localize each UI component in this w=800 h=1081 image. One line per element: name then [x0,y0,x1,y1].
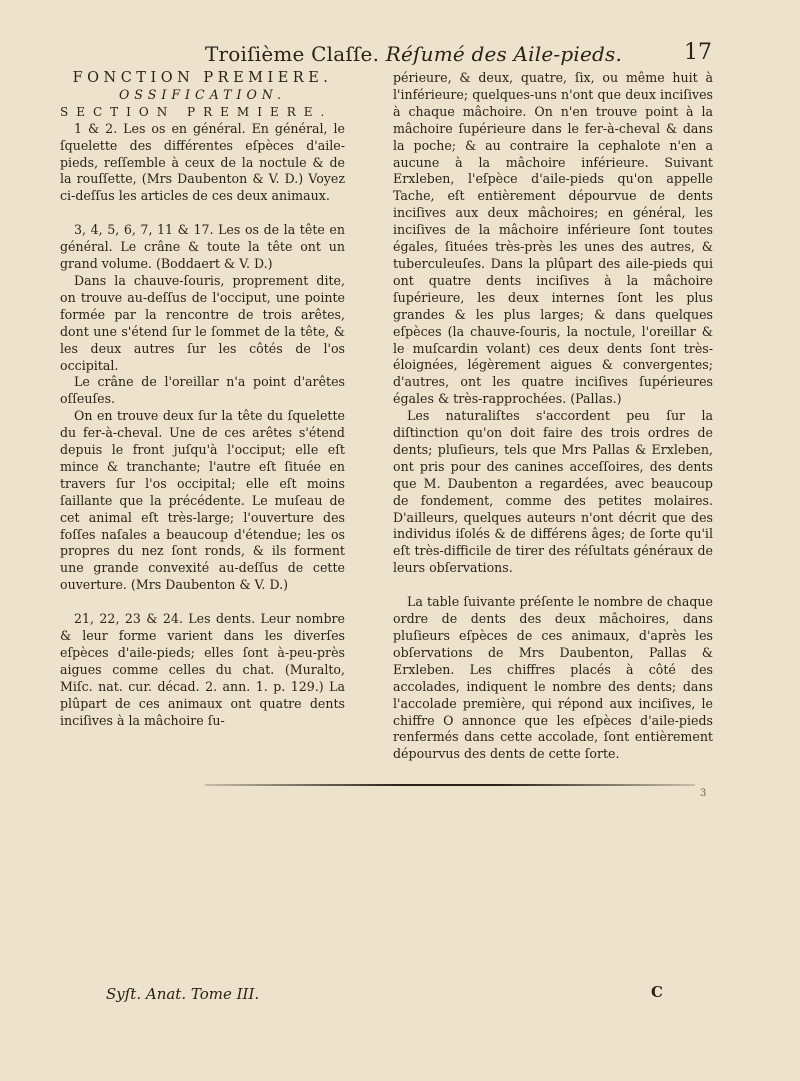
running-head [205,42,622,66]
horizontal-rule [205,784,695,786]
page-header [0,38,800,68]
paragraph-bat-crest: Dans la chauve-ſouris, proprement dite, on trouve au-deſſus de l'occiput, une pointe formée par la rencontre de trois arêtes, dont une s'étend ſur le ſommet de la tête, & les deux autres ſur les côtés de l'os occipital. [60,272,345,373]
signature-line: Syſt. Anat. Tome III. [106,985,260,1003]
left-column [60,70,345,730]
paragraph-head-bones: 3, 4, 5, 6, 7, 11 & 17. Les os de la tête en général. Le crâne & toute la tête ont un grand volume. (Boddaert & V. D.) [60,222,345,272]
ossification-heading: OSSIFICATION. [118,86,286,102]
signature-mark: C [651,983,663,1001]
page-footer [0,985,800,1005]
paragraph-table-intro: La table ſuivante préſente le nombre de chaque ordre de dents des deux mâchoires, dans pluſieurs eſpèces de ces animaux, d'après les obſervations de Mrs Daubenton, Pallas & Erxleben. Les chiffres placés à côté des accolades, indiquent le nombre des dents; dans l'accolade première, qui répond aux inciſives, le chiffre O annonce que les eſpèces d'aile-pieds renfermés dans cette accolade, ſont entièrement dépourvus des dents de cette ſorte. [393,594,713,762]
paragraph-bones-general: 1 & 2. Les os en général. En général, le ſquelette des différentes eſpèces d'aile-pieds, reſſemble à ceux de la noctule & de la rouſſette, (Mrs Daubenton & V. D.) Voyez ci-deſſus les articles de ces deux animaux. [60,120,345,204]
paragraph-teeth: 21, 22, 23 & 24. Les dents. Leur nombre & leur forme varient dans les diverſes eſpèces d'aile-pieds; elles ſont à-peu-près aigues comme celles du chat. (Muralto, Miſc. nat. cur. décad. 2. ann. 1. p. 129.) La plûpart de ces animaux ont quatre dents inciſives à la mâchoire ſu- [60,611,345,728]
running-head-class: Troiſième Claſſe. [205,42,380,66]
right-column [393,70,713,763]
paragraph-horseshoe: On en trouve deux ſur la tête du ſquelette du fer-à-cheval. Une de ces arêtes s'étend depuis le front juſqu'à l'occiput; elle eſt mince & tranchante; l'autre eſt ſituée en travers ſur l'os occipital; elle eſt moins ſaillante que la précédente. Le muſeau de cet animal eſt très-large; l'ouverture des foſſes naſales a beaucoup d'étendue; les os propres du nez ſont ronds, & ils forment une grande convexité au-deſſus de cette ouverture. (Mrs Daubenton & V. D.) [60,408,345,593]
paragraph-naturalists: Les naturaliſtes s'accordent peu ſur la diſtinction qu'on doit faire des trois ordres de dents; pluſieurs, tels que Mrs Pallas & Erxleben, ont pris pour des canines acceſſoires, des dents que M. Daubenton a regardées, avec beaucoup de fondement, comme des petites molaires. D'ailleurs, quelques auteurs n'ont décrit que des individus iſolés & de différens âges; de ſorte qu'il eſt très-difficile de tirer des réſultats généraux de leurs obſervations. [393,408,713,576]
paragraph-oreillar: Le crâne de l'oreillar n'a point d'arêtes oſſeuſes. [60,374,345,407]
function-heading: FONCTION PREMIERE. [72,70,333,86]
paragraph-teeth-continued: périeure, & deux, quatre, ſix, ou même huit à l'inférieure; quelques-uns n'ont que deux inciſives à chaque mâchoire. On n'en trouve point à la mâchoire ſupérieure dans le fer-à-cheval & dans la poche; & au contraire la cephalote n'en a aucune à la mâchoire inférieure. Suivant Erxleben, l'eſpèce d'aile-pieds qu'on appelle Tache, eſt entièrement dépourvue de dents inciſives aux deux mâchoires; en général, les inciſives de la mâchoire inférieure ſont toutes égales, ſituées très-près les unes des autres, & tuberculeuſes. Dans la plûpart des aile-pieds qui ont quatre dents inciſives à la mâchoire ſupérieure, les deux internes ſont les plus grandes & les plus larges; & dans quelques eſpèces (la chauve-ſouris, la noctule, l'oreillar & le muſcardin volant) ces deux dents ſont très-éloignées, légèrement aigues & convergentes; d'autres, ont les quatre inciſives ſupérieures égales & très-rapprochées. (Pallas.) [393,70,713,407]
section-heading: SECTION PREMIERE. [60,104,333,119]
running-head-summary: Réſumé des Aile-pieds. [385,42,623,66]
rule-mark: 3 [700,788,707,799]
page-number: 17 [684,40,712,65]
